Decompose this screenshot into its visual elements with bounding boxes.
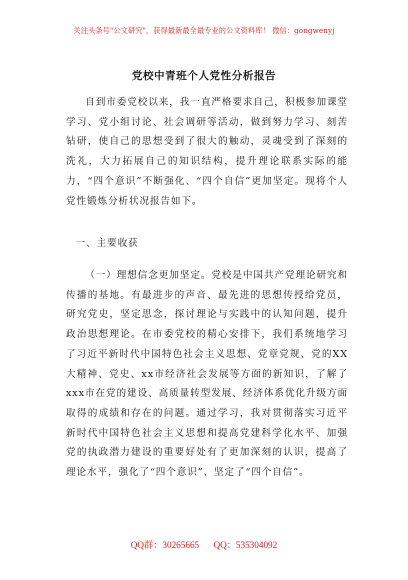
section-heading: 一、主要收获: [75, 238, 139, 249]
intro-paragraph: 自到市委党校以来，我一直严格要求自己，积极参加课堂学习、党小组讨论、社会调研等活动，做到努力学习、刻苦钻研，使自己的思想受到了很大的触动，灵魂受到了深刻的洗礼，大力拓展自己的知识结构，提升理论联系实际的能力，“四个意识”不断强化、“四个自信”更加坚定。现将个人党性锻炼分析状况报告如下。: [66, 97, 348, 207]
footer-contact: [0, 537, 408, 551]
document-title: 党校中青班个人党性分析报告: [131, 70, 277, 82]
body-paragraph: （一）理想信念更加坚定。党校是中国共产党理论研究和传播的基地。有最进步的声音、最先进的思想传授给党员，研究党史，坚定思念，探讨理论与实践中的认知问题，提升政治思想理论。在市委党校的精心安排下，我们系统地学习了习近平新时代中国特色社会主义思想、党章党规、党的XX大精神、党史、xx市经济社会发展等方面的新知识，了解了xxx市在党的建设、高质量转型发展、经济体系优化升级方面取得的成绩和存在的问题。通过学习，我对贯彻落实习近平新时代中国特色社会主义思想和提高党建科学化水平、加强党的执政潜力建设的重要好处有了更加深刻的认识，提高了理论水平，强化了“四个意识”、坚定了“四个自信”。: [66, 270, 348, 479]
qq-number: QQ：535304092: [213, 540, 278, 550]
qq-group-number: QQ群：30265665: [130, 540, 200, 550]
header-banner: 关注头条号"公文研究"，获得最新最全最专业的公文资料库！ 微信：gongwenyj: [73, 26, 335, 35]
